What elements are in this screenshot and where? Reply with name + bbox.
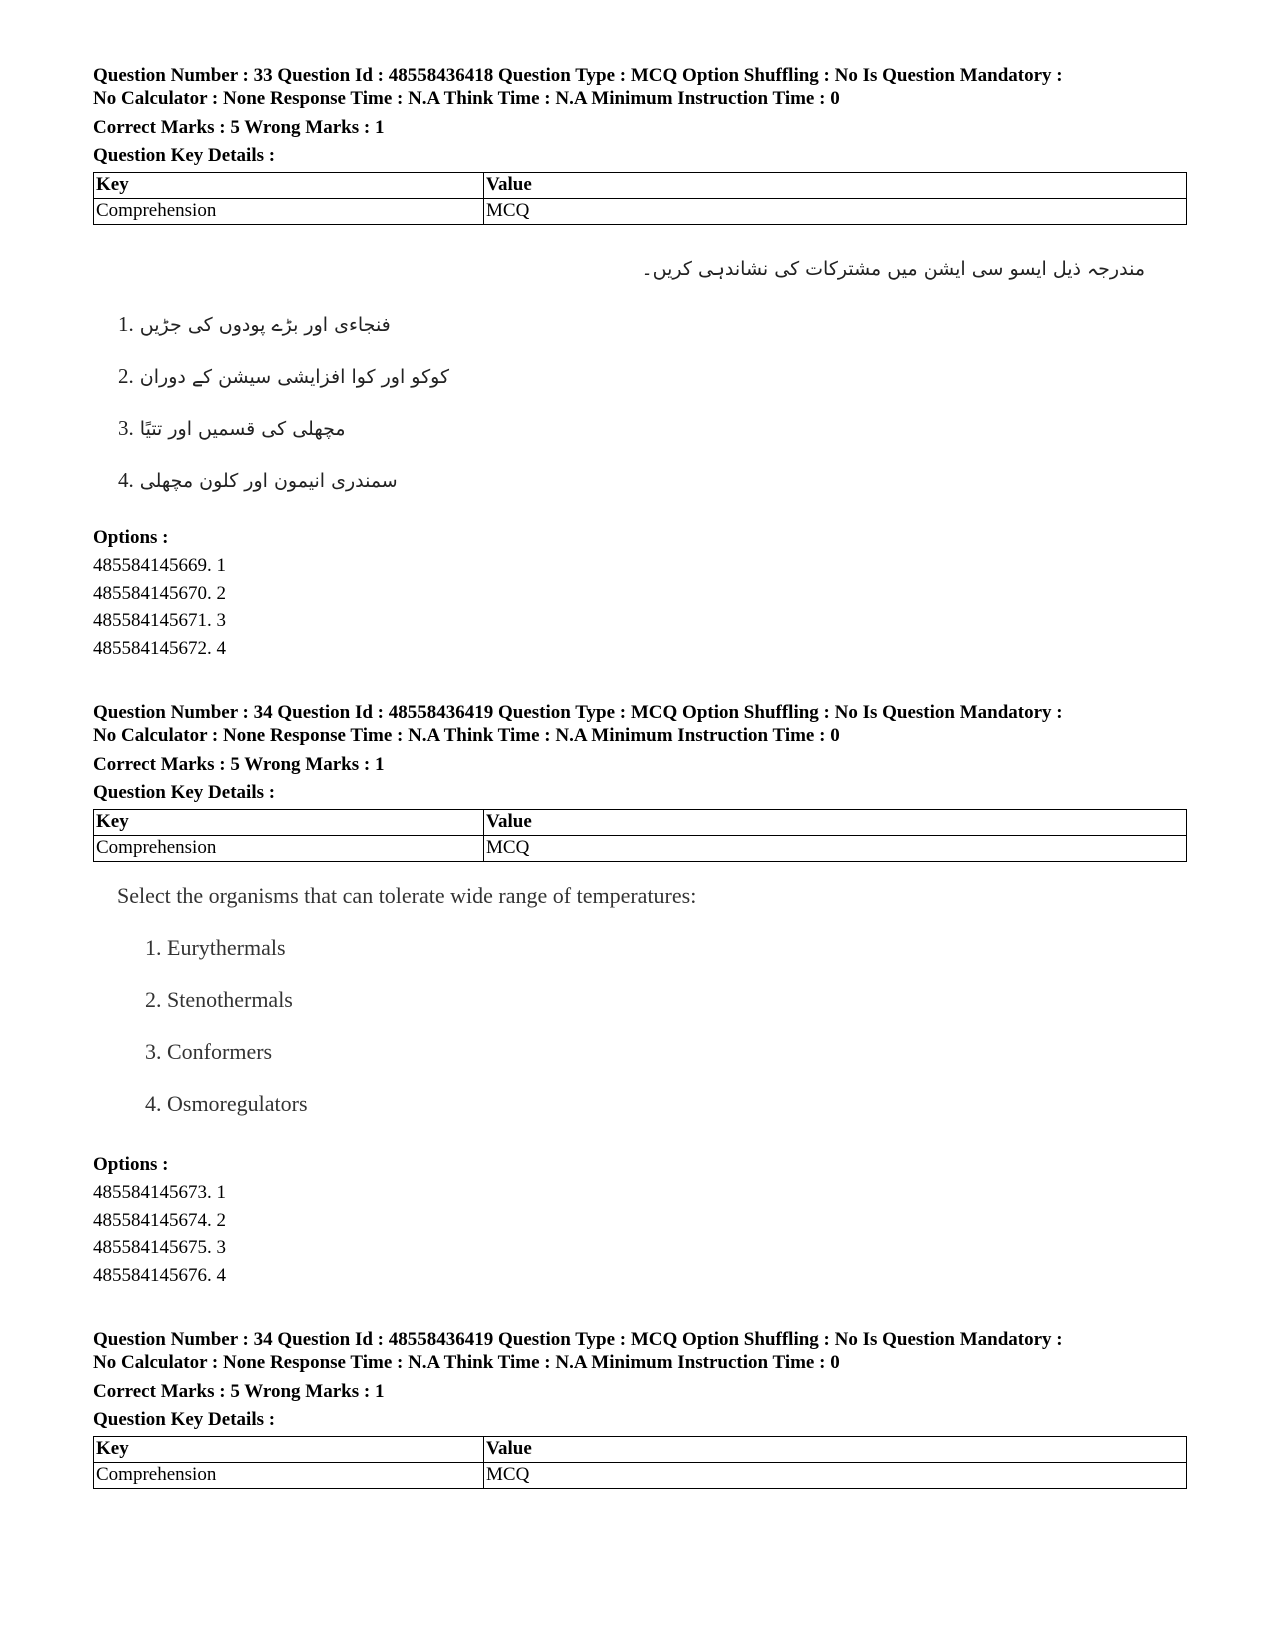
key-details-label: Question Key Details : (93, 1409, 276, 1430)
marks-info: Correct Marks : 5 Wrong Marks : 1 (93, 117, 385, 138)
option-item: 485584145673. 1 (93, 1182, 226, 1203)
key-cell: Comprehension (94, 1463, 484, 1489)
question-item (118, 312, 391, 337)
options-label: Options : (93, 527, 169, 548)
key-table-row (94, 836, 1187, 862)
question-item (118, 416, 346, 441)
key-details-table (93, 1436, 1187, 1489)
question-item-number: 1. (118, 312, 134, 336)
question-item (118, 364, 449, 389)
question-item-text: فنجاءی اور بڑے پودوں کی جڑیں (139, 314, 391, 336)
question-item-text: سمندری انیمون اور کلون مچھلی (139, 470, 398, 492)
key-table-row (94, 199, 1187, 225)
value-header-cell: Value (484, 173, 1187, 199)
question-item-number: 2. (118, 364, 134, 388)
question-item (118, 468, 398, 493)
key-header-cell: Key (94, 1437, 484, 1463)
question-item: 3. Conformers (145, 1039, 273, 1064)
question-header-line1: Question Number : 34 Question Id : 48558436419 Question Type : MCQ Option Shuffling : No Is Question Mandatory : (93, 1329, 1063, 1350)
question-header-line1: Question Number : 34 Question Id : 48558436419 Question Type : MCQ Option Shuffling : No Is Question Mandatory : (93, 702, 1063, 723)
question-item-number: 3. (118, 416, 134, 440)
question-header (93, 1328, 1193, 1374)
key-header-cell: Key (94, 810, 484, 836)
option-item: 485584145672. 4 (93, 638, 226, 659)
question-item-text: کوکو اور کوا افزایشی سیشن کے دوران (139, 366, 450, 388)
key-table-row (94, 1463, 1187, 1489)
marks-info: Correct Marks : 5 Wrong Marks : 1 (93, 754, 385, 775)
question-header-line1: Question Number : 33 Question Id : 48558436418 Question Type : MCQ Option Shuffling : No Is Question Mandatory : (93, 65, 1063, 86)
question-item: 2. Stenothermals (145, 987, 293, 1012)
option-item: 485584145669. 1 (93, 555, 226, 576)
question-text: Select the organisms that can tolerate wide range of temperatures: (117, 883, 697, 908)
key-table-header-row (94, 1437, 1187, 1463)
option-item: 485584145670. 2 (93, 583, 226, 604)
marks-info: Correct Marks : 5 Wrong Marks : 1 (93, 1381, 385, 1402)
question-text: مندرجہ ذیل ایسو سی ایشن میں مشترکات کی نشاندہی کریں۔ (641, 258, 1145, 280)
value-cell: MCQ (484, 1463, 1187, 1489)
question-item: 4. Osmoregulators (145, 1091, 308, 1116)
key-details-table (93, 172, 1187, 225)
key-table-header-row (94, 810, 1187, 836)
option-item: 485584145674. 2 (93, 1210, 226, 1231)
question-header (93, 701, 1193, 747)
question-header-line2: No Calculator : None Response Time : N.A Think Time : N.A Minimum Instruction Time : 0 (93, 1352, 840, 1373)
option-item: 485584145671. 3 (93, 610, 226, 631)
value-cell: MCQ (484, 199, 1187, 225)
question-header-line2: No Calculator : None Response Time : N.A Think Time : N.A Minimum Instruction Time : 0 (93, 725, 840, 746)
key-header-cell: Key (94, 173, 484, 199)
option-item: 485584145676. 4 (93, 1265, 226, 1286)
question-item-text: مچھلی کی قسمیں اور تتیًا (139, 418, 346, 440)
key-details-table (93, 809, 1187, 862)
key-cell: Comprehension (94, 199, 484, 225)
key-details-label: Question Key Details : (93, 145, 276, 166)
question-item: 1. Eurythermals (145, 935, 286, 960)
question-header-line2: No Calculator : None Response Time : N.A Think Time : N.A Minimum Instruction Time : 0 (93, 88, 840, 109)
key-table-header-row (94, 173, 1187, 199)
key-details-label: Question Key Details : (93, 782, 276, 803)
options-label: Options : (93, 1154, 169, 1175)
value-header-cell: Value (484, 1437, 1187, 1463)
value-header-cell: Value (484, 810, 1187, 836)
key-cell: Comprehension (94, 836, 484, 862)
question-item-number: 4. (118, 468, 134, 492)
value-cell: MCQ (484, 836, 1187, 862)
option-item: 485584145675. 3 (93, 1237, 226, 1258)
question-header (93, 64, 1193, 110)
